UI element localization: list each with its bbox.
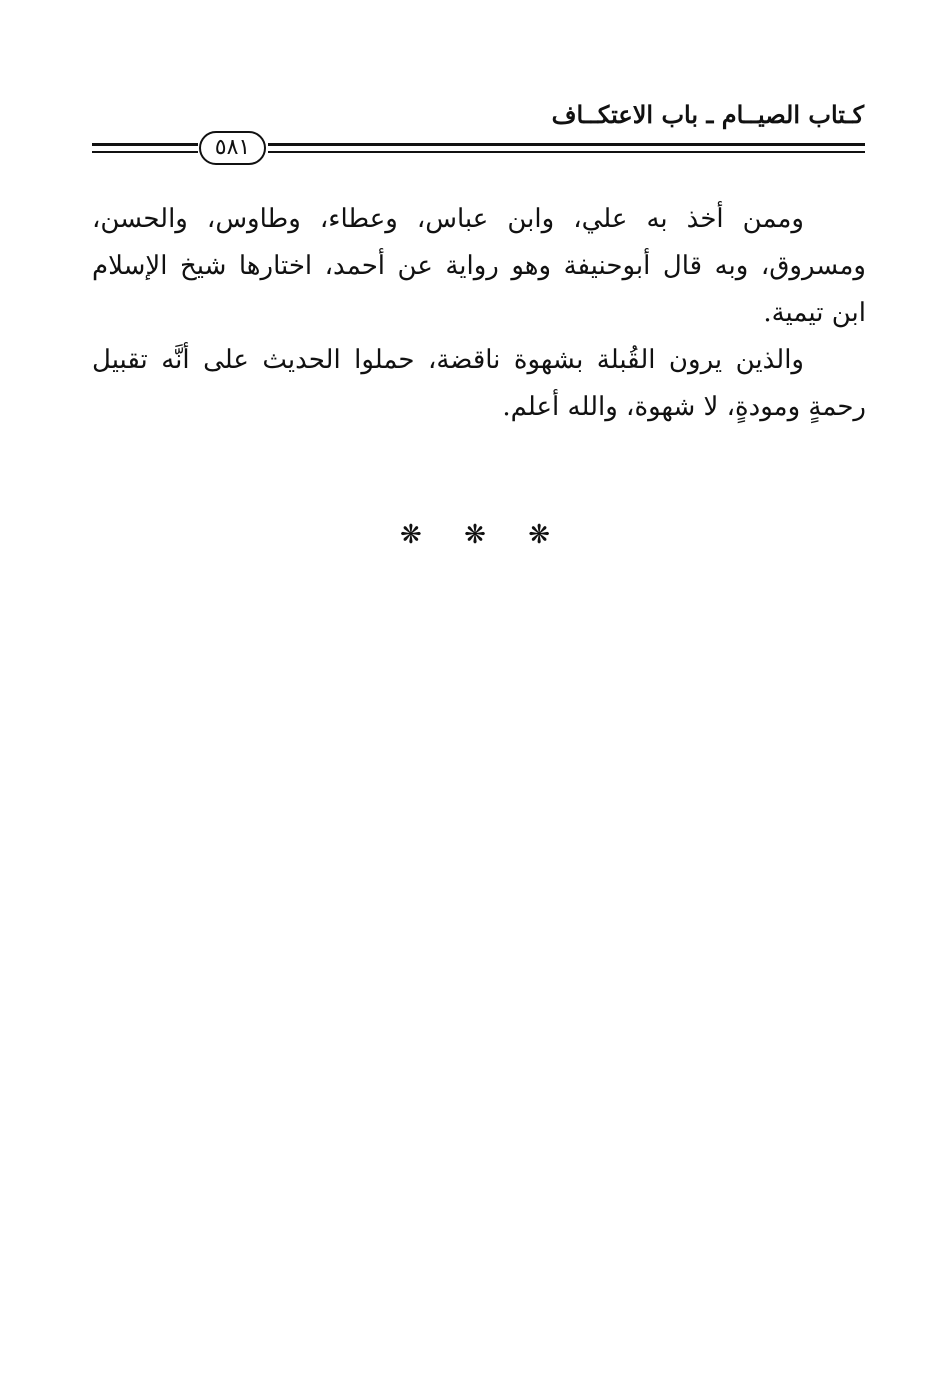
header-rule-left: [92, 143, 198, 153]
paragraph: وممن أخذ به علي، وابن عباس، وعطاء، وطاوس، والحسن، ومسروق، وبه قال أبوحنيفة وهو رواية عن أحمد، اختارها شيخ الإسلام ابن تيمية.: [92, 204, 866, 328]
paragraph: والذين يرون القُبلة بشهوة ناقضة، حملوا الحديث على أنَّه تقبيل رحمةٍ ومودةٍ، لا شهوة، والله أعلم.: [92, 345, 866, 422]
running-title: كـتاب الصيــام ـ باب الاعتكــاف: [551, 100, 864, 129]
header-rule-right: [268, 143, 865, 153]
asterism-icon: ❋: [528, 520, 550, 550]
section-separator: [400, 520, 550, 550]
page-number: ٥٨١: [199, 131, 266, 165]
body-text: [92, 196, 866, 431]
asterism-icon: ❋: [464, 520, 486, 550]
asterism-icon: ❋: [400, 520, 422, 550]
